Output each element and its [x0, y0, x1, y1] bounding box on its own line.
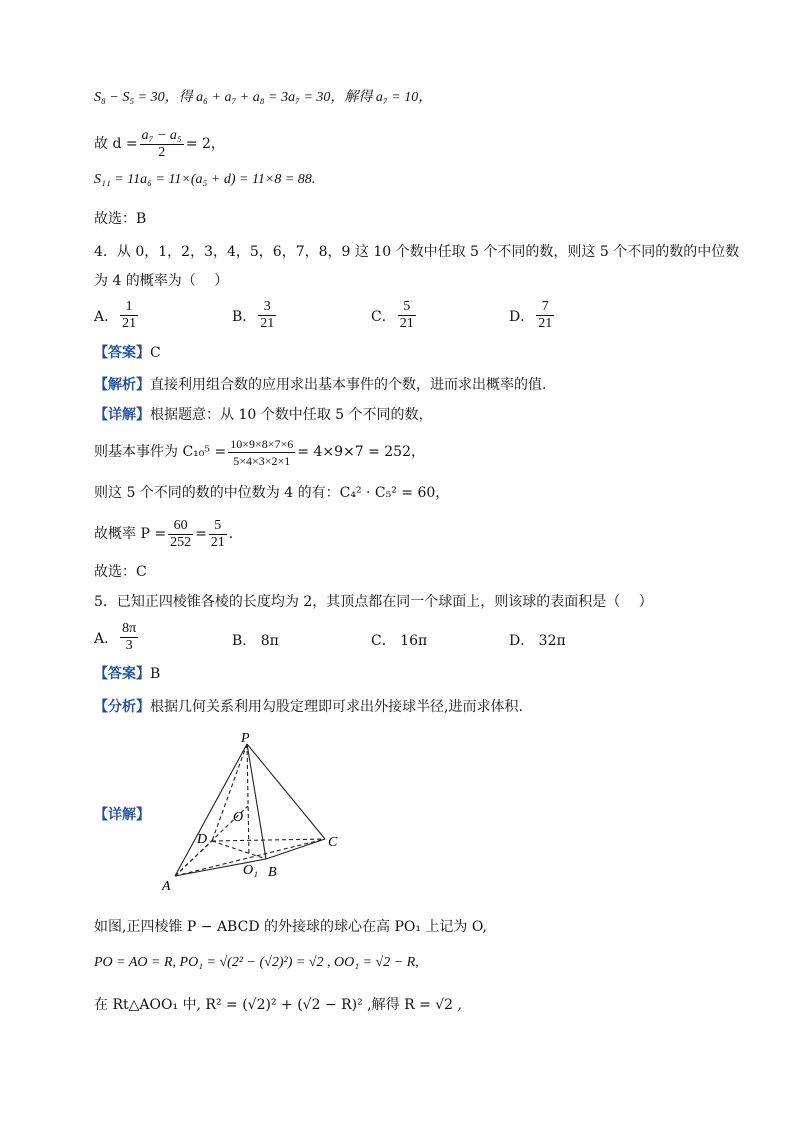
pyramid-figure	[155, 728, 355, 893]
analysis-tag: 【分析】	[94, 699, 150, 715]
q4-choose-line: 故选：C	[94, 564, 147, 580]
option-den: 21	[399, 316, 414, 331]
option-letter: A．	[94, 308, 119, 325]
edge-dc	[212, 839, 325, 841]
diagonal-db	[212, 841, 266, 859]
analysis-text: 直接利用组合数的应用求出基本事件的个数，进而求出概率的值.	[150, 377, 547, 393]
option-fraction	[258, 299, 276, 332]
q5-solution-line-2: PO = AO = R, PO₁ = √(2² − (√2)²) = √2 , OO₁ = √2 − R,	[94, 955, 419, 970]
q5-detail-tag: 【详解】	[94, 807, 150, 823]
prob-num-2: 5	[209, 518, 227, 535]
option-den: 21	[538, 316, 553, 331]
option-letter: A．	[94, 630, 119, 647]
q4-probability-line	[94, 516, 233, 552]
option-num: 3	[258, 299, 276, 316]
equation-line-3: S₁₁ = 11a₆ = 11×(a₅ + d) = 11×8 = 88.	[94, 172, 316, 187]
edge-pc	[247, 744, 325, 839]
prob-prefix: 故概率 P =	[94, 526, 167, 542]
eq2-denominator: 2	[158, 144, 166, 160]
option-den: 21	[122, 316, 137, 331]
q4-median-line: 则这 5 个不同的数的中位数为 4 的有：C₄² · C₅² = 60，	[94, 485, 450, 501]
edge-pb	[247, 744, 266, 859]
basic-fraction	[228, 436, 295, 469]
q5-answer-line	[94, 665, 160, 683]
option-num: 1	[120, 299, 138, 316]
q4-detail-line	[94, 406, 433, 424]
eq2-prefix: 故 d =	[94, 136, 138, 152]
label-c: C	[328, 835, 338, 850]
prob-suffix: .	[228, 526, 234, 542]
height-po1	[247, 744, 249, 856]
label-p: P	[241, 731, 250, 746]
option-fraction	[536, 299, 554, 332]
basic-denominator: 5×4×3×2×1	[233, 453, 291, 468]
answer-value: C	[150, 345, 161, 361]
prob-fraction-1	[168, 518, 193, 551]
option-den: 3	[125, 638, 133, 653]
q4-stem-line-1: 4．从 0，1，2，3，4，5，6，7，8，9 这 10 个数中任取 5 个不同的数，则这 5 个不同的数的中位数	[94, 244, 740, 260]
q4-basic-events-line	[94, 434, 425, 470]
label-o1: O₁	[243, 863, 258, 878]
q5-solution-line-1: 如图,正四棱锥 P − ABCD 的外接球的球心在高 PO₁ 上记为 O,	[94, 919, 487, 935]
edge-pd	[212, 744, 247, 841]
analysis-tag: 【解析】	[94, 377, 150, 393]
option-letter: B．	[232, 308, 257, 325]
basic-prefix: 则基本事件为 C₁₀⁵ =	[94, 444, 227, 460]
answer-tag: 【答案】	[94, 345, 150, 361]
option-fraction	[398, 299, 416, 332]
q4-answer-line	[94, 344, 161, 362]
option-fraction	[120, 299, 138, 332]
equation-line-1: S₈ − S₅ = 30，得 a₆ + a₇ + a₈ = 3a₇ = 30，解得 a₇ = 10，	[94, 90, 433, 105]
prob-fraction-2	[209, 518, 227, 551]
label-b: B	[268, 865, 277, 880]
q5-stem: 5．已知正四棱锥各棱的长度均为 2，其顶点都在同一个球面上，则该球的表面积是（ ）	[94, 594, 653, 610]
q5-analysis-line	[94, 698, 523, 716]
option-num: 8π	[122, 621, 137, 636]
prob-den-2: 21	[210, 534, 225, 550]
label-d: D	[197, 832, 208, 847]
q4-option-b	[232, 299, 278, 332]
option-den: 21	[260, 316, 275, 331]
answer-value: B	[150, 666, 161, 682]
eq2-suffix: = 2，	[185, 136, 225, 152]
option-fraction	[120, 621, 138, 654]
q5-option-d: D． 32π	[509, 633, 566, 649]
q5-option-b: B． 8π	[232, 633, 279, 649]
edge-bc	[266, 839, 325, 859]
q5-option-c: C． 16π	[371, 633, 428, 649]
q5-solution-line-3: 在 Rt△AOO₁ 中, R² = (√2)² + (√2 − R)² ,解得 R = √2 ,	[94, 997, 462, 1013]
detail-tag: 【详解】	[94, 407, 150, 423]
option-letter: C．	[371, 308, 396, 325]
q4-option-c	[371, 299, 418, 332]
q5-option-a	[94, 621, 140, 654]
option-letter: D．	[509, 308, 535, 325]
eq2-fraction	[140, 128, 184, 161]
answer-tag: 【答案】	[94, 666, 150, 682]
label-a: A	[162, 879, 171, 893]
q4-analysis-line	[94, 376, 546, 394]
prob-den-1: 252	[170, 534, 192, 550]
q4-stem-line-2: 为 4 的概率为（ ）	[94, 273, 229, 289]
q4-option-d	[509, 299, 556, 332]
prob-equals: =	[195, 526, 207, 542]
analysis-text: 根据几何关系利用勾股定理即可求出外接球半径,进而求体积.	[150, 699, 523, 715]
detail-text: 根据题意：从 10 个数中任取 5 个不同的数，	[150, 407, 433, 423]
q4-option-a	[94, 299, 140, 332]
basic-numerator: 10×9×8×7×6	[230, 436, 294, 451]
option-num: 5	[398, 299, 416, 316]
label-o: O	[233, 810, 244, 825]
prob-num-1: 60	[168, 518, 193, 535]
eq2-numerator: a₇ − a₅	[141, 127, 182, 143]
equation-line-2	[94, 127, 225, 161]
option-num: 7	[536, 299, 554, 316]
basic-suffix: = 4×9×7 = 252，	[297, 444, 425, 460]
choose-line-prev: 故选：B	[94, 211, 147, 227]
